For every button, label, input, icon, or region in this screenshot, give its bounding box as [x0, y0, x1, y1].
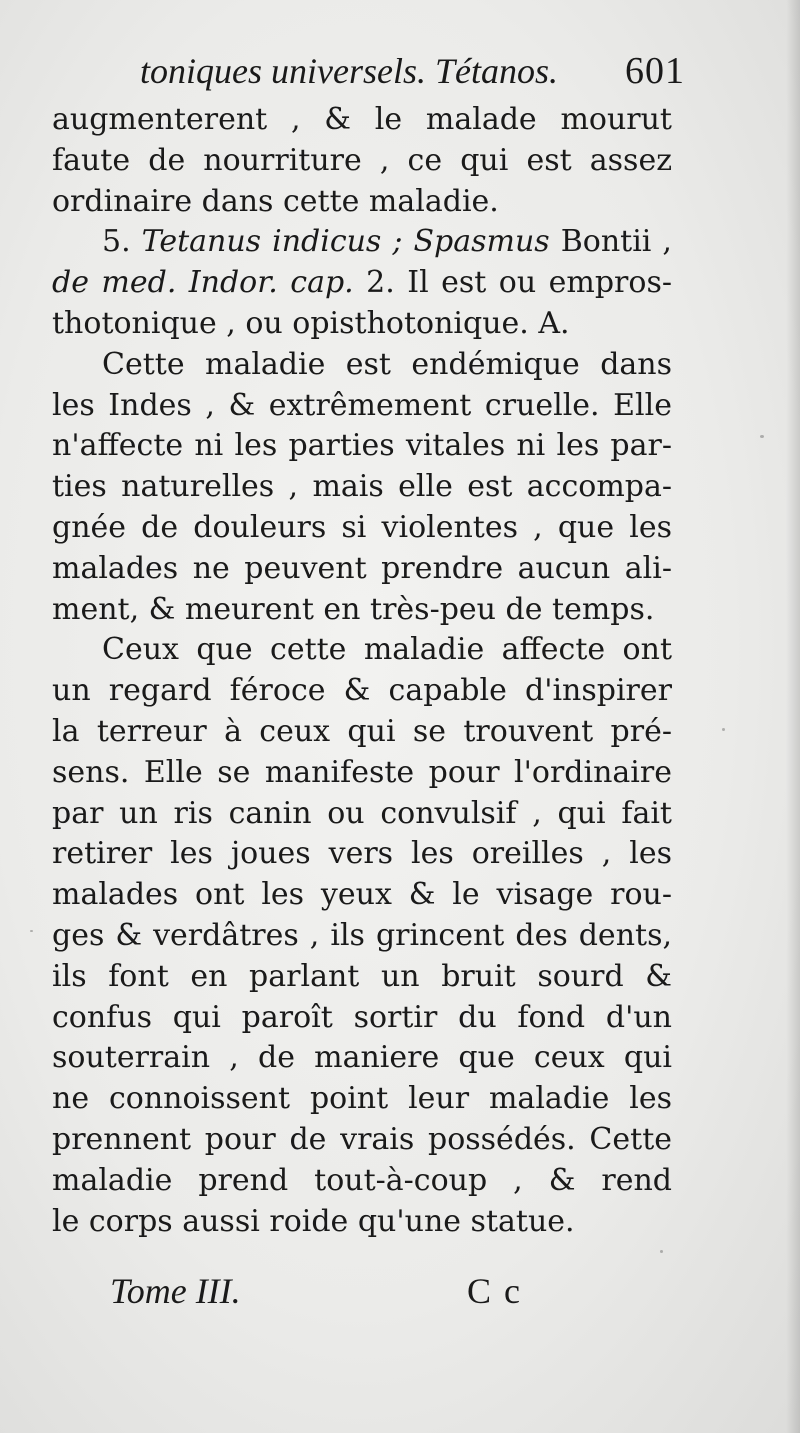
text-line — [52, 794, 672, 835]
roman-text: maladie prend tout-à-coup , & rend — [52, 1162, 672, 1198]
roman-text: Ceux que cette maladie affecte ont — [102, 632, 672, 668]
roman-text: sens. Elle se manifeste pour l'ordinaire — [52, 754, 672, 790]
roman-text: gnée de douleurs si violentes , que les — [52, 509, 672, 545]
paragraph — [52, 345, 672, 631]
text-line — [52, 671, 672, 712]
text-line — [52, 304, 672, 345]
text-line — [52, 345, 672, 386]
roman-text: souterrain , de maniere que ceux qui — [52, 1040, 672, 1076]
text-line — [52, 875, 672, 916]
page-number: 601 — [625, 50, 685, 92]
roman-text: confus qui paroît sortir du fond d'un — [52, 999, 672, 1035]
roman-text: Cette maladie est endémique dans — [102, 346, 672, 382]
text-line — [52, 998, 672, 1039]
text-line — [52, 1079, 672, 1120]
roman-text: augmenterent , & le malade mourut — [52, 102, 672, 137]
paragraph — [52, 222, 672, 344]
text-line — [52, 1038, 672, 1079]
text-line — [52, 222, 672, 263]
text-line — [52, 753, 672, 794]
text-line — [52, 1120, 672, 1161]
paper-speck — [760, 435, 764, 438]
roman-text: ils font en parlant un bruit sourd & — [52, 958, 672, 994]
text-line — [52, 1202, 672, 1243]
paragraph — [52, 630, 672, 1242]
roman-text: ordinaire dans cette maladie. — [52, 183, 499, 219]
paper-speck — [722, 728, 725, 731]
text-line — [52, 957, 672, 998]
text-line — [52, 1161, 672, 1202]
italic-text: Tetanus indicus ; Spasmus — [141, 224, 550, 260]
signature-mark: C c — [467, 1271, 522, 1311]
text-line — [52, 549, 672, 590]
roman-text: ment, & meurent en très-peu de temps. — [52, 591, 655, 627]
roman-text: n'affecte ni les parties vitales ni les par- — [52, 428, 672, 464]
running-title: toniques universels. Tétanos. — [140, 51, 558, 91]
text-line — [52, 182, 672, 223]
roman-text: prennent pour de vrais possédés. Cette — [52, 1121, 672, 1157]
text-line — [52, 508, 672, 549]
roman-text: thotonique , ou opisthotonique. A. — [52, 305, 570, 341]
roman-text: ges & verdâtres , ils grincent des dents, — [52, 917, 672, 953]
roman-text: par un ris canin ou convulsif , qui fait — [52, 795, 672, 831]
roman-text: ne connoissent point leur maladie les — [52, 1081, 672, 1117]
text-line — [52, 834, 672, 875]
running-header — [140, 46, 685, 96]
roman-text: le corps aussi roide qu'une statue. — [52, 1203, 575, 1239]
text-line — [52, 426, 672, 467]
roman-text: ties naturelles , mais elle est accompa- — [52, 469, 672, 505]
text-line — [52, 100, 672, 141]
italic-text: de med. Indor. cap. — [52, 265, 354, 301]
text-line — [52, 386, 672, 427]
text-line — [52, 916, 672, 957]
text-line — [52, 590, 672, 631]
roman-text: malades ont les yeux & le visage rou- — [52, 877, 672, 913]
roman-text: 2. Il est ou empros- — [353, 265, 672, 301]
text-line — [52, 467, 672, 508]
text-line — [52, 141, 672, 182]
roman-text: retirer les joues vers les oreilles , les — [52, 836, 672, 872]
text-line — [52, 630, 672, 671]
paper-speck — [660, 1250, 663, 1253]
roman-text: malades ne peuvent prendre aucun ali- — [52, 550, 672, 586]
text-line — [52, 263, 672, 304]
roman-text: les Indes , & extrêmement cruelle. Elle — [52, 387, 672, 423]
volume-label: Tome III. — [110, 1271, 241, 1311]
body-text — [52, 100, 672, 1242]
roman-text: un regard féroce & capable d'inspirer — [52, 673, 672, 709]
paper-speck — [30, 930, 33, 932]
paragraph — [52, 100, 672, 222]
page-gutter-shadow — [786, 0, 800, 1433]
text-line — [52, 712, 672, 753]
roman-text: 5. — [102, 224, 142, 260]
page-footer — [110, 1266, 530, 1316]
roman-text: Bontii , — [549, 224, 672, 260]
roman-text: la terreur à ceux qui se trouvent pré- — [52, 713, 672, 749]
roman-text: faute de nourriture , ce qui est assez — [52, 142, 672, 178]
